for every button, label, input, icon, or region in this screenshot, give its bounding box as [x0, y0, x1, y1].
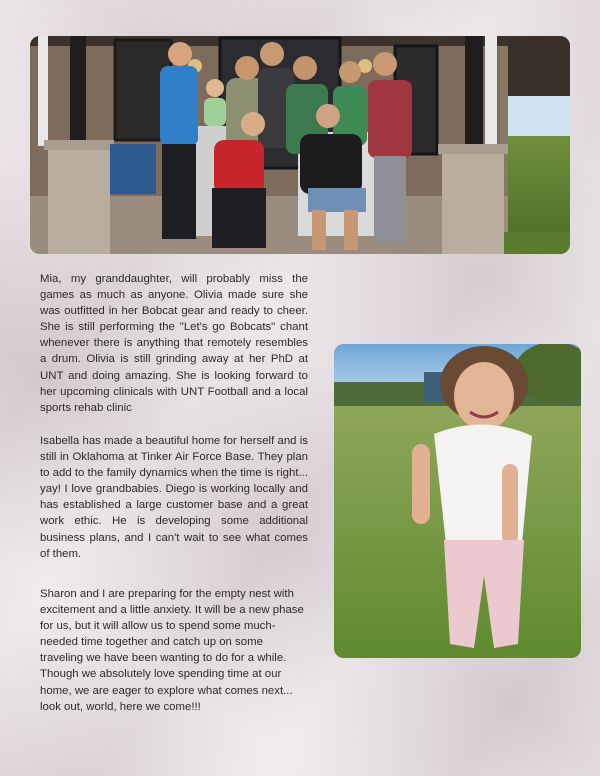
paragraph-sharon-empty-nest: Sharon and I are preparing for the empty nest with excitement and a little anxiety. It will be a new phase for us, but it will allow us to spend some much-needed time together and catch up on some traveling we have been wanting to do for a while. Though we absolutely love spending time at our home, we are eager to explore what comes next... look out, world, here we come!!!: [40, 588, 304, 713]
toddler-photo: [334, 344, 581, 658]
family-photo: [30, 36, 570, 254]
paragraph-mia-olivia: Mia, my granddaughter, will probably miss the games as much as anyone. Olivia made sure she was outfitted in her Bobcat gear and ready to cheer. She is still performing the "Let's go Bobcats" chant whenever there is anything that remotely resembles a drum. Olivia is still grinding away at her PhD at UNT and doing amazing. She is looking forward to her upcoming clinicals with UNT Football and a local sports rehab clinic: [40, 273, 308, 414]
toddler-in-grass-image: [334, 344, 581, 658]
paragraph-isabella-diego: Isabella has made a beautiful home for herself and is still in Oklahoma at Tinker Air Force Base. They plan to add to the family dynamics when the time is right... yay! I love grandbabies. Diego is working locally and has established a large customer base and a great work ethic. He is developing some additional business plans, and I can't wait to see what comes of them.: [40, 435, 308, 560]
family-porch-image: [30, 36, 570, 254]
